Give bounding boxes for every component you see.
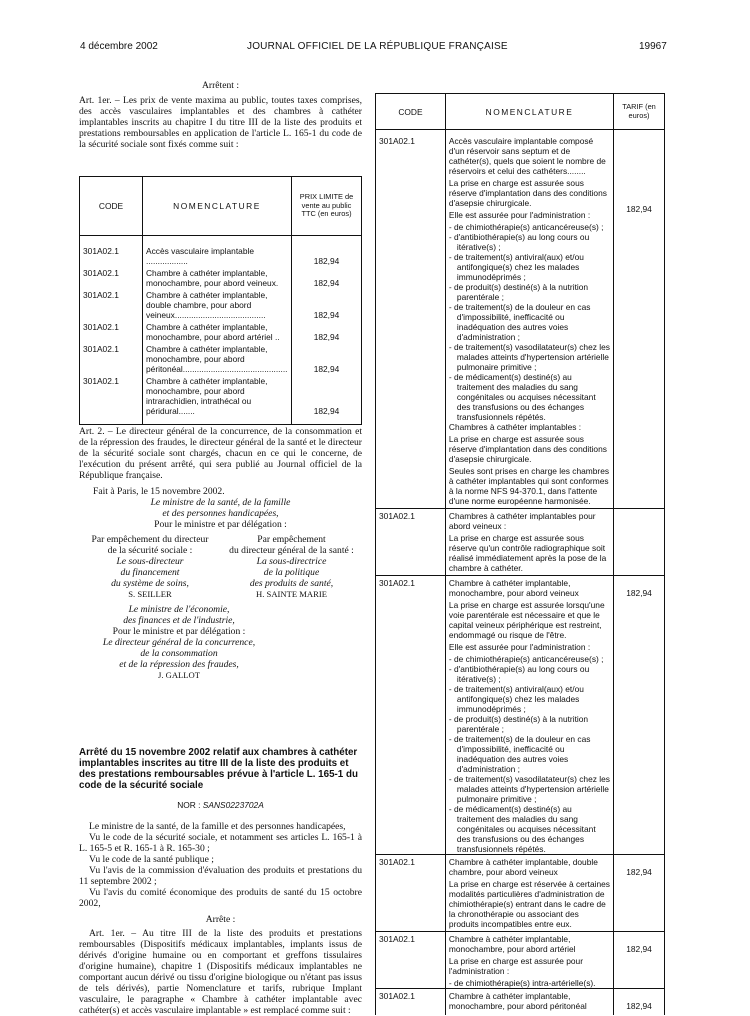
col-code: CODE — [376, 94, 446, 130]
nor-line: NOR : SANS0223702A — [177, 800, 264, 810]
journal-title: JOURNAL OFFICIEL DE LA RÉPUBLIQUE FRANÇAISE — [247, 41, 508, 52]
table-row: 301A02.1 Chambre à cathéter implantable, monochambre, pour abord intrarachidien, intrathécal ou péridural....... 182,94 — [80, 375, 362, 425]
table-row: 301A02.1 Accès vasculaire implantable composé d'un réservoir sans septum et de cathéter(s), quels que soient le nombre de réservoirs et celui des cathéters........ La prise en charge est assurée sous réserve d'implantation dans des conditions d'asepsie chirurgicale. Elle est assurée pour l'administration : - de chimiothérapie(s) anticancéreuse(s) ; - d'antibiothérapie(s) au long cours ou itérative(s) ; - de traitement(s) antiviral(aux) et/ou antifongique(s) chez les malades immunodéprimés ; - de produit(s) destiné(s) à la nutrition parentérale ; - de traitement(s) de la douleur en cas d'impossibilité, inefficacité ou inadéquation des autres voies d'administration ; - de traitement(s) vasodilatateur(s) chez les malades atteints d'hypertension artérielle pulmonaire primitive ; - de médicament(s) destiné(s) au traitement des maladies du sang congénitales ou acquises nécessitant des transfusions ou des échanges transfusionnels répétés. Chambres à cathéter implantables : La prise en charge est assurée sous réserve d'implantation dans des conditions d'asepsie chirurgicale. Seules sont prises en charge les chambres à cathéter implantables qui sont conformes à la norme NFS 94-370.1, dans l'attente d'une norme européenne harmonisée. 182,94 — [376, 130, 665, 509]
table-row: 301A02.1 Chambre à cathéter implantable, monochambre, pour abord veineux La prise en charge est assurée lorsqu'une voie parentérale est nécessaire et que le capital veineux périphérique est restreint, endommagé ou risque de l'être. Elle est assurée pour l'administration : - de chimiothérapie(s) anticancéreuse(s) ; - d'antibiothérapie(s) au long cours ou itérative(s) ; - de traitement(s) antiviral(aux) et/ou antifongique(s) chez les malades immunodéprimés ; - de produit(s) destiné(s) à la nutrition parentérale ; - de traitement(s) de la douleur en cas d'impossibilité, inefficacité ou inadéquation des autres voies d'administration ; - de traitement(s) vasodilatateur(s) chez les malades atteints d'hypertension artérielle pulmonaire primitive ; - de médicament(s) destiné(s) au traitement des maladies du sang congénitales ou acquises nécessitant des transfusions ou des échanges transfusionnels répétés. 182,94 — [376, 576, 665, 855]
arrete-2-title: Arrêté du 15 novembre 2002 relatif aux chambres à cathéter implantables inscrites au titre III de la liste des produits et des prestations remboursables prévue à l'article L. 165-1 du code de la sécurité sociale — [79, 747, 358, 791]
table-row: 301A02.1 Chambre à cathéter implantable, double chambre, pour abord veineux....................................... 182,94 — [80, 289, 362, 321]
tarif-table — [375, 93, 665, 1015]
left-column-3: Le ministre de la santé, de la famille et des personnes handicapées, Vu le code de la sécurité sociale, et notamment ses articles L. 165-1 à L. 165-5 et R. 165-1 à R. 165-30 ; Vu le code de la santé publique ; Vu l'avis de la commission d'évaluation des produits et prestations du 11 septembre 2002 ; Vu l'avis du comité économique des produits de santé du 15 octobre 2002, Arrête : Art. 1er. – Au titre III de la liste des produits et prestations remboursables (Dispositifs médicaux implantables, implants issus de dérivés d'origine humaine ou en comportant et greffons tissulaires d'origine humaine), chapitre 1 (Dispositifs médicaux implantables ne comportant aucun dérivé ou tissu d'origine biologique ou n'étant pas issus de tels dérivés), partie Nomenclature et tarifs, rubrique Implant vasculaire, le paragraphe « Chambre à cathéter implantable avec cathéter(s) et accès vasculaire implantable » est remplacé comme suit : — [79, 821, 362, 1016]
left-column-2: Art. 2. – Le directeur général de la concurrence, de la consommation et de la répression des fraudes, le directeur général de la santé et le directeur de la sécurité sociale sont chargés, chacun en ce qui le concerne, de l'exécution du présent arrêté, qui sera publié au Journal officiel de la République française. Fait à Paris, le 15 novembre 2002. Le ministre de la santé, de la famille et des personnes handicapées, Pour le ministre et par délégation : Par empêchement du directeur de la sécurité sociale : Le sous-directeur du financement du système de soins, S. SEILLER Par empêchement du directeur général de la santé : La sous-directrice de la politique des produits de santé, H. SAINTE MARIE Le ministre de l'économie, des finances et de l'industrie, Pour le ministre et par délégation : Le directeur général de la concurrence, de la consommation et de la répression des fraudes, J. GALLOT — [79, 426, 362, 680]
article-1: Art. 1er. – Les prix de vente maxima au public, toutes taxes comprises, des accès vasculaires implantables et des chambres à cathéter implantables inscrits au chapitre I du titre III de la liste des produits et prestations remboursables en application de l'article L. 165-1 du code de la sécurité sociale sont fixés comme suit : — [79, 95, 362, 150]
nor-value: SANS0223702A — [202, 800, 264, 810]
table-row: 301A02.1 Chambre à cathéter implantable, monochambre, pour abord veineux. 182,94 — [80, 267, 362, 289]
article-2: Art. 2. – Le directeur général de la concurrence, de la consommation et de la répression des fraudes, le directeur général de la santé et le directeur de la sécurité sociale sont chargés, chacun en ce qui le concerne, de l'exécution du présent arrêté, qui sera publié au Journal officiel de la République française. — [79, 426, 362, 481]
signature-seiller: S. SEILLER — [128, 589, 172, 599]
left-column — [79, 80, 362, 150]
article-1b: Art. 1er. – Au titre III de la liste des produits et prestations remboursables (Dispositifs médicaux implantables, implants issus de dérivés d'origine humaine ou en comportant et greffons tissulaires d'origine humaine), chapitre 1 (Dispositifs médicaux implantables ne comportant aucun dérivé ou tissu d'origine biologique ou n'étant pas issus de tels dérivés), partie Nomenclature et tarifs, rubrique Implant vasculaire, le paragraphe « Chambre à cathéter implantable avec cathéter(s) et accès vasculaire implantable » est remplacé comme suit : — [79, 928, 362, 1016]
table-row: 301A02.1 Chambres à cathéter implantables pour abord veineux : La prise en charge est assurée sous réserve qu'un contrôle radiographique soit réalisé immédiatement après la pose de la chambre à cathéter. — [376, 509, 665, 576]
table-row: 301A02.1 Chambre à cathéter implantable, monochambre, pour abord péritonéal............................................. 182,94 — [80, 343, 362, 375]
page-date: 4 décembre 2002 — [80, 41, 158, 52]
table-row: 301A02.1 Chambre à cathéter implantable, monochambre, pour abord péritonéal 182,94 — [376, 989, 665, 1014]
page-number: 19967 — [639, 41, 667, 52]
arretent: Arrêtent : — [201, 80, 240, 91]
fait-a: Fait à Paris, le 15 novembre 2002. — [93, 486, 225, 497]
table-row: 301A02.1 Chambre à cathéter implantable, double chambre, pour abord veineux La prise en charge est réservée à certaines modalités particulières d'administration de chimiothérapie(s) entrant dans le cadre de la chronothérapie ou associant des produits incompatibles entre eux. 182,94 — [376, 855, 665, 932]
table-row: 301A02.1 Chambre à cathéter implantable, monochambre, pour abord artériel .. 182,94 — [80, 321, 362, 343]
table-row: 301A02.1 Accès vasculaire implantable .................. 182,94 — [80, 236, 362, 268]
signature-sainte-marie: H. SAINTE MARIE — [256, 589, 327, 599]
signature-gallot: J. GALLOT — [157, 670, 200, 680]
price-table — [79, 176, 362, 425]
col-prix: PRIX LIMITE de vente au public TTC (en euros) — [292, 177, 362, 236]
col-tarif: TARIF (en euros) — [614, 94, 665, 130]
table-row: 301A02.1 Chambre à cathéter implantable, monochambre, pour abord artériel La prise en charge est assurée pour l'administration : - de chimiothérapie(s) intra-artérielle(s). 182,94 — [376, 932, 665, 989]
col-nomenclature: NOMENCLATURE — [445, 94, 613, 130]
col-nomenclature: NOMENCLATURE — [143, 177, 292, 236]
col-code: CODE — [80, 177, 143, 236]
signatory-minister: Le ministre de la santé, de la famille — [150, 497, 291, 508]
